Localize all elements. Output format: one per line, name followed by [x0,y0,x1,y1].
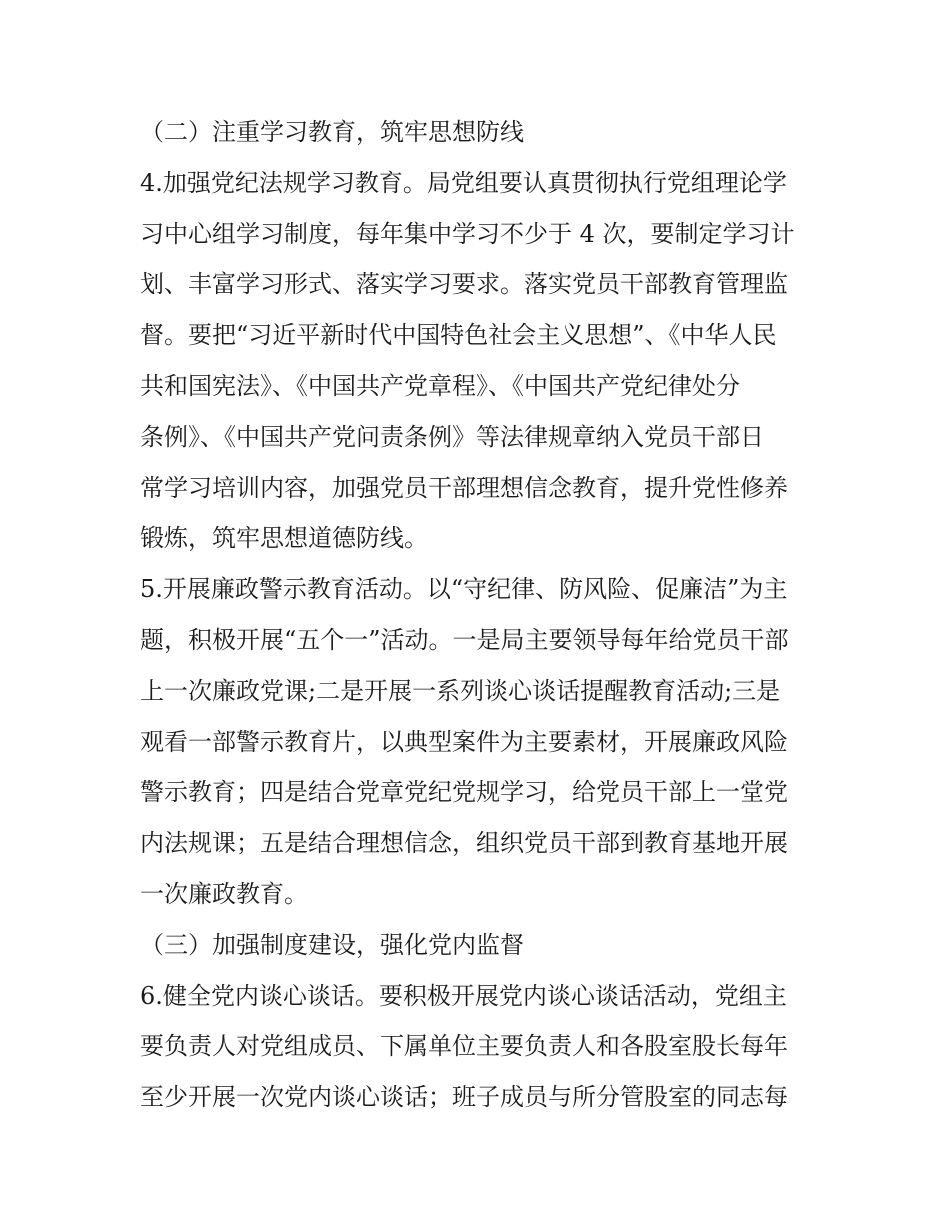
paragraph-5-line: 上一次廉政党课;二是开展一系列谈心谈话提醒教育活动;三是 [140,676,781,705]
paragraph-5-line: 内法规课；五是结合理想信念，组织党员干部到教育基地开展 [140,829,788,858]
section-heading-2: （二）注重学习教育，筑牢思想防线 [140,118,524,146]
paragraph-5-line: 警示教育；四是结合党章党纪党规学习，给党员干部上一堂党 [140,778,788,807]
paragraph-4-line: 锻炼，筑牢思想道德防线。 [140,524,428,553]
paragraph-5-line: 题，积极开展“五个一”活动。一是局主要领导每年给党员干部 [140,625,789,654]
paragraph-5-line: 一次廉政教育。 [140,879,308,908]
paragraph-4-line: 条例》、《中国共产党问责条例》等法律规章纳入党员干部日 [140,422,764,451]
paragraph-6-line: 6.健全党内谈心谈话。要积极开展党内谈心谈话活动，党组主 [140,981,787,1010]
paragraph-6-line: 至少开展一次党内谈心谈话；班子成员与所分管股室的同志每 [140,1083,788,1112]
paragraph-5-line: 观看一部警示教育片，以典型案件为主要素材，开展廉政风险 [140,727,788,756]
paragraph-4-line: 划、丰富学习形式、落实学习要求。落实党员干部教育管理监 [140,270,788,299]
paragraph-5-line: 5.开展廉政警示教育活动。以“守纪律、防风险、促廉洁”为主 [140,575,788,604]
document-body [140,107,820,1123]
paragraph-4-line: 督。要把“习近平新时代中国特色社会主义思想”、《中华人民 [140,321,777,350]
paragraph-4-line: 习中心组学习制度，每年集中学习不少于 4 次，要制定学习计 [140,219,795,248]
section-heading-3: （三）加强制度建设，强化党内监督 [140,930,524,959]
paragraph-4-line: 共和国宪法》、《中国共产党章程》、《中国共产党纪律处分 [140,371,740,400]
paragraph-4-line: 4.加强党纪法规学习教育。局党组要认真贯彻执行党组理论学 [140,168,787,197]
paragraph-6-line: 要负责人对党组成员、下属单位主要负责人和各股室股长每年 [140,1032,788,1061]
paragraph-4-line: 常学习培训内容，加强党员干部理想信念教育，提升党性修养 [140,473,788,502]
